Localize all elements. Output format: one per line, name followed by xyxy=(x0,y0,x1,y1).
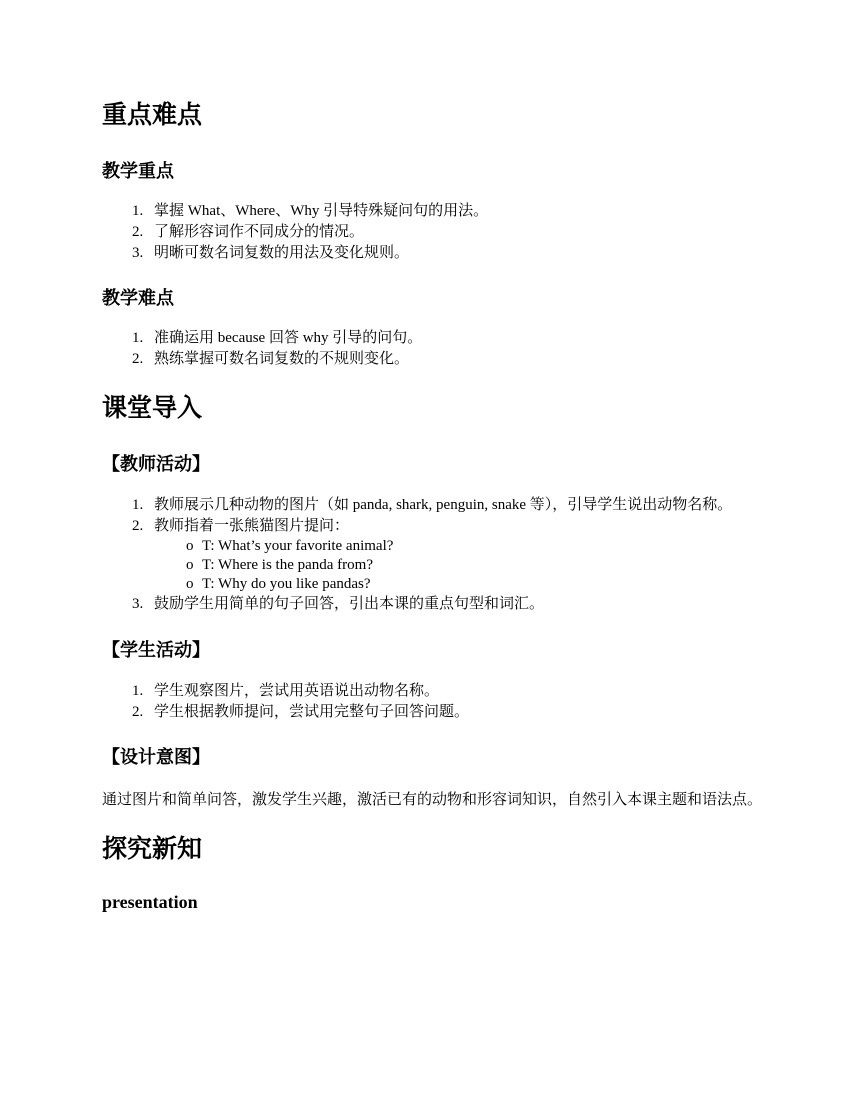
design-intent-paragraph: 通过图片和简单问答，激发学生兴趣，激活已有的动物和形容词知识，自然引入本课主题和语法点。 xyxy=(102,792,763,808)
subheading-teaching-difficulty: 教学难点 xyxy=(102,288,174,308)
list-item: o T: Where is the panda from? xyxy=(186,557,373,573)
list-item: 1. 教师展示几种动物的图片（如 panda, shark, penguin, snake 等），引导学生说出动物名称。 xyxy=(132,497,733,513)
list-item: o T: What’s your favorite animal? xyxy=(186,538,394,554)
list-item: 3. 明晰可数名词复数的用法及变化规则。 xyxy=(132,245,410,261)
list-item: o T: Why do you like pandas? xyxy=(186,576,371,592)
subheading-teacher-activity: 【教师活动】 xyxy=(102,454,210,474)
difficulty-list xyxy=(102,328,762,370)
list-item: 1. 掌握 What、Where、Why 引导特殊疑问句的用法。 xyxy=(132,203,489,219)
teacher-activity-list xyxy=(102,495,762,615)
list-item: 3. 鼓励学生用简单的句子回答，引出本课的重点句型和词汇。 xyxy=(132,596,545,612)
list-item: 2. 学生根据教师提问，尝试用完整句子回答问题。 xyxy=(132,704,470,720)
list-item: 2. 了解形容词作不同成分的情况。 xyxy=(132,224,365,240)
student-activity-list xyxy=(102,681,762,723)
subheading-design-intent: 【设计意图】 xyxy=(102,747,210,767)
section-heading-key-points: 重点难点 xyxy=(102,102,203,129)
question-sublist xyxy=(102,537,762,594)
section-heading-lead-in: 课堂导入 xyxy=(102,395,203,422)
list-item: 1. 学生观察图片，尝试用英语说出动物名称。 xyxy=(132,683,440,699)
subheading-student-activity: 【学生活动】 xyxy=(102,640,210,660)
document-page xyxy=(102,98,762,915)
list-item: 1. 准确运用 because 回答 why 引导的问句。 xyxy=(132,330,423,346)
focus-list xyxy=(102,201,762,264)
list-item: 2. 熟练掌握可数名词复数的不规则变化。 xyxy=(132,351,410,367)
subheading-teaching-focus: 教学重点 xyxy=(102,161,174,181)
section-heading-explore: 探究新知 xyxy=(102,836,203,863)
list-item: 2. 教师指着一张熊猫图片提问： o T: What’s your favorite animal? o T: Where is the panda from? o T: Why do you like pandas? xyxy=(102,516,762,594)
subheading-presentation: presentation xyxy=(102,892,198,912)
